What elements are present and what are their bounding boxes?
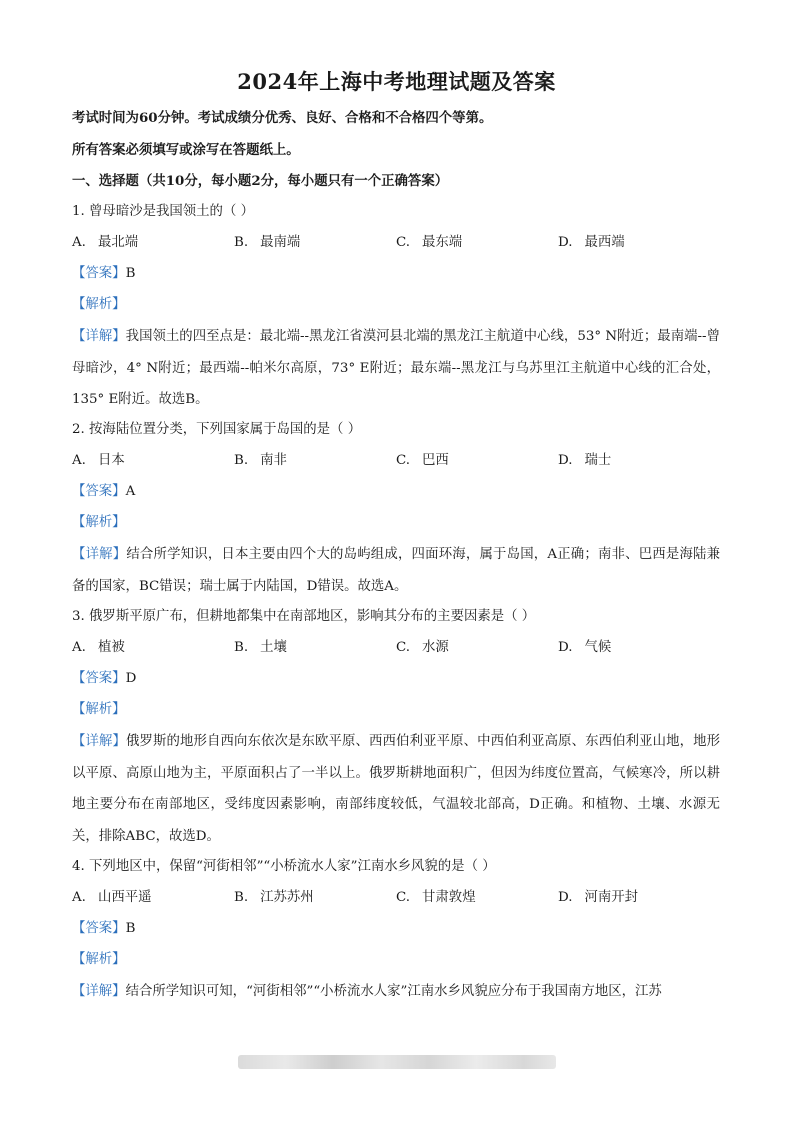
blurred-watermark — [238, 1055, 556, 1069]
option-c: C. 最东端 — [396, 235, 463, 250]
option-b: B. 江苏苏州 — [234, 890, 314, 905]
option-b: B. 南非 — [234, 453, 287, 468]
option-c: C. 甘肃敦煌 — [396, 890, 476, 905]
option-d: D. 最西端 — [558, 235, 625, 250]
question-1-analysis-label: 【解析】 — [72, 297, 126, 312]
question-1-options — [72, 233, 722, 253]
answer-sheet-note: 所有答案必须填写或涂写在答题纸上。 — [72, 142, 300, 158]
question-2-stem: 2. 按海陆位置分类，下列国家属于岛国的是（ ） — [72, 422, 362, 437]
question-4-stem: 4. 下列地区中，保留“河街相邻”“小桥流水人家”江南水乡风貌的是（ ） — [72, 859, 496, 874]
option-a: A. 山西平遥 — [72, 890, 152, 905]
question-3-analysis-label: 【解析】 — [72, 702, 126, 717]
question-4-answer: 【答案】B — [72, 921, 136, 936]
question-3-detail: 【详解】俄罗斯的地形自西向东依次是东欧平原、西西伯利亚平原、中西伯利亚高原、东西伯利亚山地，地形以平原、高原山地为主，平原面积占了一半以上。俄罗斯耕地面积广，但因为纬度位置高，气候寒冷，所以耕地主要分布在南部地区，受纬度因素影响，南部纬度较低，气温较北部高，D正确。和植物、土壤、水源无关，排除ABC，故选D。 — [72, 734, 721, 844]
option-b: B. 最南端 — [234, 235, 301, 250]
question-1-detail: 【详解】我国领土的四至点是：最北端--黑龙江省漠河县北端的黑龙江主航道中心线，53° N附近；最南端--曾母暗沙，4° N附近；最西端--帕米尔高原，73° E附近；最东端--黑龙江与乌苏里江主航道中心线的汇合处，135° E附近。故选B。 — [72, 329, 720, 407]
option-c: C. 巴西 — [396, 453, 449, 468]
section-heading: 一、选择题（共10分，每小题2分，每小题只有一个正确答案） — [72, 173, 449, 189]
question-2-detail: 【详解】结合所学知识，日本主要由四个大的岛屿组成，四面环海，属于岛国，A正确；南非、巴西是海陆兼备的国家，BC错误；瑞士属于内陆国，D错误。故选A。 — [72, 547, 720, 594]
question-1-stem: 1. 曾母暗沙是我国领土的（ ） — [72, 204, 254, 219]
option-c: C. 水源 — [396, 640, 449, 655]
option-d: D. 河南开封 — [558, 890, 639, 905]
question-4-detail: 【详解】结合所学知识可知，“河街相邻”“小桥流水人家”江南水乡风貌应分布于我国南方地区，江苏 — [72, 984, 662, 999]
question-3-answer: 【答案】D — [72, 671, 137, 686]
exam-time-note: 考试时间为60分钟。考试成绩分优秀、良好、合格和不合格四个等第。 — [72, 110, 493, 126]
option-b: B. 土壤 — [234, 640, 287, 655]
question-3-stem: 3. 俄罗斯平原广布，但耕地都集中在南部地区，影响其分布的主要因素是（ ） — [72, 609, 536, 624]
option-a: A. 植被 — [72, 640, 125, 655]
question-3-options — [72, 638, 722, 658]
question-4-options — [72, 888, 722, 908]
option-a: A. 日本 — [72, 453, 125, 468]
question-4-analysis-label: 【解析】 — [72, 952, 126, 967]
option-d: D. 瑞士 — [558, 453, 612, 468]
question-2-options — [72, 451, 722, 471]
question-1-answer: 【答案】B — [72, 266, 136, 281]
question-2-analysis-label: 【解析】 — [72, 515, 126, 530]
option-d: D. 气候 — [558, 640, 612, 655]
option-a: A. 最北端 — [72, 235, 139, 250]
page-title: 2024年上海中考地理试题及答案 — [237, 69, 556, 94]
question-2-answer: 【答案】A — [72, 484, 136, 499]
